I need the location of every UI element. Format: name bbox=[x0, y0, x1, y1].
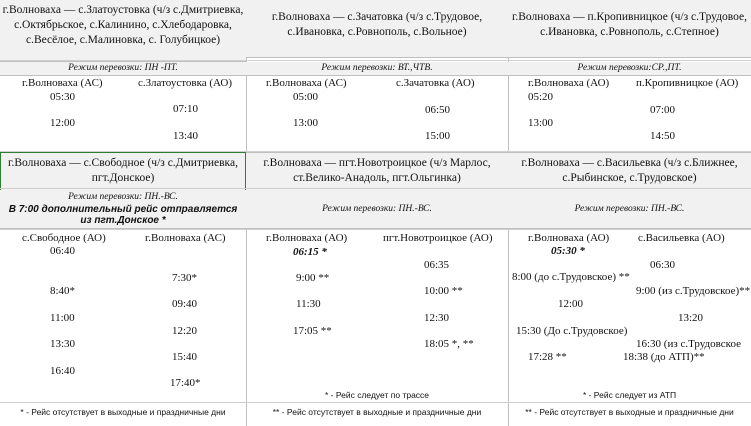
route-header: г.Волноваха — пгт.Новотроицкое (ч/з Марлос, ст.Велико-Анадоль, пгт.Ольгинка) bbox=[246, 152, 508, 191]
stop-header: с.Зачатовка (АО) bbox=[396, 77, 475, 89]
time-cell: 06:50 bbox=[425, 104, 451, 116]
time-cell: 8:00 (до с.Трудовское) ** bbox=[512, 271, 630, 283]
stop-header: г.Волноваха (АО) bbox=[266, 232, 348, 244]
route-header: г.Волноваха — с.Златоустовка (ч/з с.Дмитриевка, с.Октябрьское, с.Калинино, с.Хлебодаровка, с.Весёлое, с.Малиновка, с. Голубицкое) bbox=[0, 0, 246, 62]
footnote: ** - Рейс отсутствует в выходные и праздничные дни bbox=[272, 407, 482, 417]
time-cell: 10:00 ** bbox=[424, 285, 463, 297]
time-cell: 06:40 bbox=[50, 245, 76, 257]
time-cell: 13:00 bbox=[293, 117, 319, 129]
time-cell: 05:30 bbox=[50, 91, 76, 103]
time-cell: 06:30 bbox=[650, 259, 676, 271]
row-divider bbox=[0, 229, 751, 230]
row-divider bbox=[0, 60, 751, 61]
mode-label: Режим перевозки: ПН -ПТ. bbox=[0, 62, 246, 76]
stop-header: с.Васильевка (АО) bbox=[638, 232, 725, 244]
time-cell: 14:50 bbox=[650, 130, 676, 142]
mode-label: Режим перевозки: ВТ.,ЧТВ. bbox=[246, 62, 508, 76]
stop-header: г.Волноваха (АО) bbox=[528, 77, 610, 89]
time-cell: 05:00 bbox=[293, 91, 319, 103]
time-cell: 8:40* bbox=[50, 285, 76, 297]
time-cell: 16:30 (из с.Трудовское bbox=[636, 338, 741, 350]
column-1 bbox=[0, 0, 247, 426]
time-cell: 15:30 (До с.Трудовское) bbox=[516, 325, 628, 337]
footnote: ** - Рейс отсутствует в выходные и праздничные дни bbox=[525, 407, 734, 417]
stop-header: с.Златоустовка (АО) bbox=[138, 77, 233, 89]
time-cell: 17:05 ** bbox=[293, 325, 332, 337]
time-cell: 06:15 * bbox=[293, 246, 327, 258]
stop-header: г.Волноваха (АС) bbox=[22, 77, 103, 89]
mode-label: Режим перевозки: ПН.-ВС. bbox=[508, 190, 751, 229]
row-divider bbox=[0, 402, 751, 403]
time-cell: 15:40 bbox=[172, 351, 198, 363]
time-cell: 06:35 bbox=[424, 259, 450, 271]
footnote: * - Рейс следует по трассе bbox=[324, 390, 430, 400]
mode-label: Режим перевозки:СР.,ПТ. bbox=[508, 62, 751, 76]
time-cell: 18:05 *, ** bbox=[424, 338, 474, 350]
time-cell: 18:38 (до АТП)** bbox=[623, 351, 705, 363]
time-cell: 07:10 bbox=[173, 103, 199, 115]
time-cell: 13:30 bbox=[50, 338, 76, 350]
time-cell: 12:00 bbox=[558, 298, 584, 310]
mode-label: Режим перевозки: ПН.-ВС. bbox=[0, 190, 246, 204]
row-divider bbox=[0, 188, 751, 189]
time-cell: 17:40* bbox=[170, 377, 201, 389]
stop-header: г.Волноваха (АС) bbox=[145, 232, 226, 244]
time-cell: 9:00 ** bbox=[296, 272, 330, 284]
stop-header: с.Свободное (АО) bbox=[22, 232, 106, 244]
time-cell: 05:30 * bbox=[551, 245, 585, 257]
time-cell: 9:00 (из с.Трудовское)** bbox=[636, 285, 751, 297]
route-header: г.Волноваха — с.Зачатовка (ч/з с.Трудовое, с.Ивановка, с.Ровнополь, с.Вольное) bbox=[246, 0, 508, 58]
column-3 bbox=[508, 0, 751, 426]
time-cell: 11:30 bbox=[296, 298, 321, 310]
time-cell: 05:20 bbox=[528, 91, 554, 103]
stop-header: г.Волноваха (АС) bbox=[266, 77, 347, 89]
time-cell: 09:40 bbox=[172, 298, 198, 310]
time-cell: 12:20 bbox=[172, 325, 198, 337]
route-header: г.Волноваха — с.Свободное (ч/з с.Дмитриевка, пгт.Донское) bbox=[0, 152, 246, 191]
stop-header: пгт.Новотроицкое (АО) bbox=[383, 232, 493, 244]
time-cell: 15:00 bbox=[425, 130, 451, 142]
time-cell: 07:00 bbox=[650, 104, 676, 116]
route-header: г.Волноваха — с.Васильевка (ч/з с.Ближнее, с.Рыбинское, с.Трудовское) bbox=[508, 152, 751, 191]
mode-label: Режим перевозки: ПН.-ВС. bbox=[246, 190, 508, 229]
time-cell: 11:00 bbox=[50, 312, 75, 324]
time-cell: 13:20 bbox=[678, 312, 704, 324]
time-cell: 7:30* bbox=[172, 272, 198, 284]
time-cell: 13:00 bbox=[528, 117, 554, 129]
row-divider bbox=[0, 151, 751, 152]
footnote: * - Рейс следует из АТП bbox=[582, 390, 677, 400]
time-cell: 12:00 bbox=[50, 117, 76, 129]
stop-header: п.Кропивницкое (АО) bbox=[636, 77, 739, 89]
footnote: * - Рейс отсутствует в выходные и праздничные дни bbox=[20, 407, 226, 417]
time-cell: 13:40 bbox=[173, 130, 199, 142]
time-cell: 12:30 bbox=[424, 312, 450, 324]
stop-header: г.Волноваха (АО) bbox=[528, 232, 610, 244]
route-header: г.Волноваха — п.Кропивницкое (ч/з с.Трудовое, с.Ивановка, с.Ровнополь, с.Степное) bbox=[508, 0, 751, 58]
column-2 bbox=[246, 0, 509, 426]
time-cell: 17:28 ** bbox=[528, 351, 567, 363]
extra-trip-note: В 7:00 дополнительный рейс отправляется из пгт.Донское * bbox=[0, 204, 246, 229]
time-cell: 16:40 bbox=[50, 365, 76, 377]
